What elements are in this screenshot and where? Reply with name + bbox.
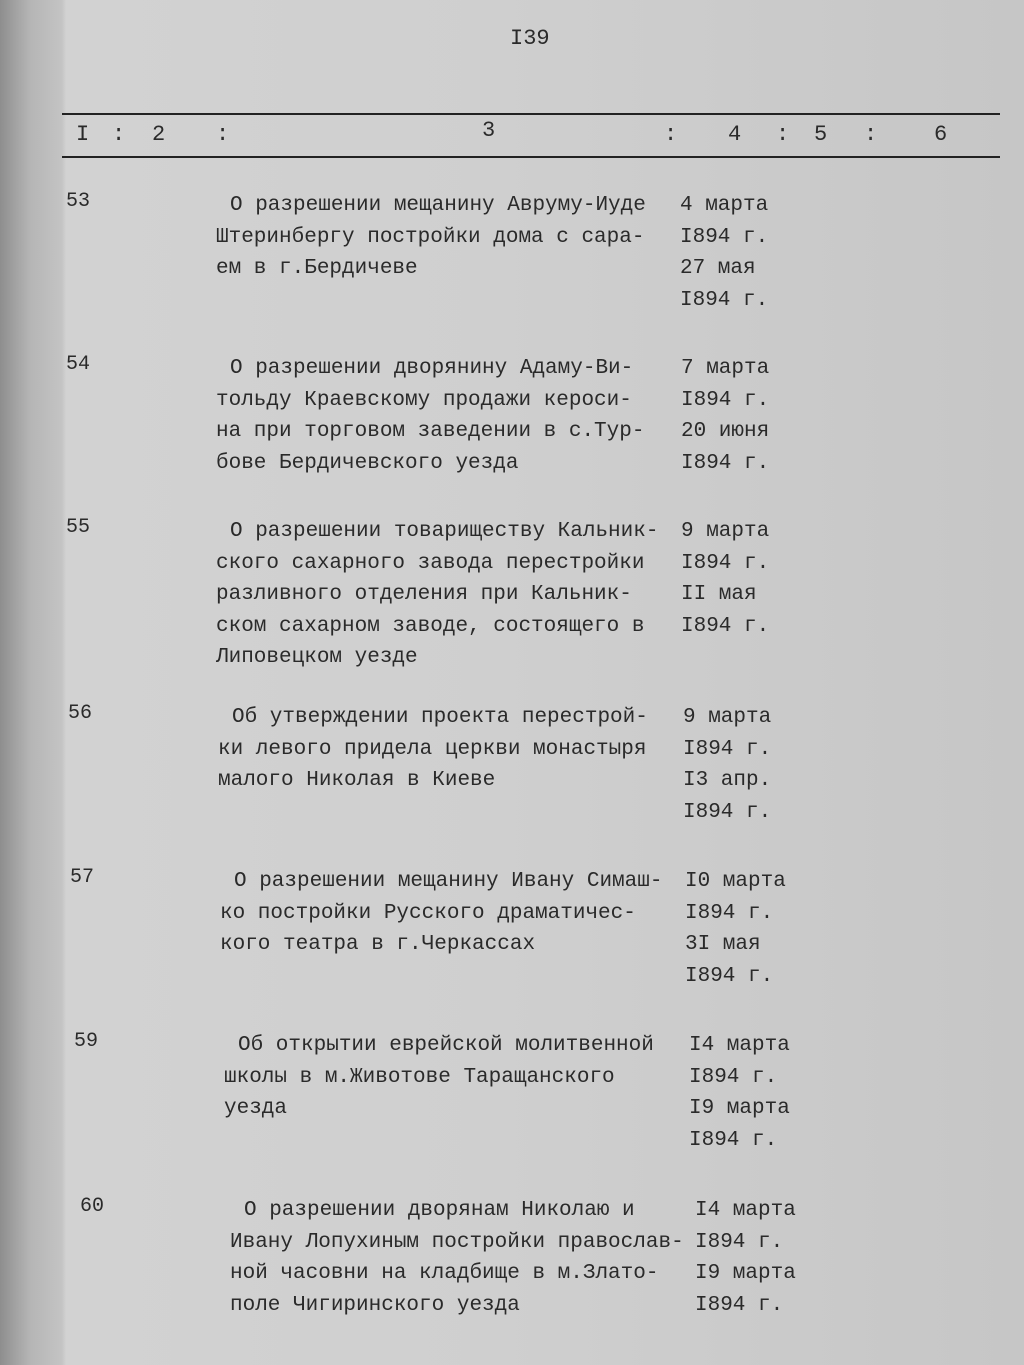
date-line: I894 г. [683,800,772,824]
date-line: I894 г. [680,288,769,312]
date-line: I4 марта [689,1034,790,1057]
entry-dates [695,1195,796,1321]
entry-dates [681,516,769,642]
date-line: 7 марта [681,357,770,380]
date-line: I4 марта [695,1199,796,1222]
description-line: О разрешении товариществу Кальник- [230,520,659,543]
description-line: тольду Краевскому продажи кероси- [216,388,632,412]
date-line: I894 г. [695,1293,784,1317]
description-line: на при торговом заведении в с.Тур- [216,420,645,443]
header-col-2: 2 [152,122,166,147]
entry-dates [683,702,771,828]
date-line: I894 г. [685,901,774,925]
entry-description [216,353,644,479]
description-line: ского сахарного завода перестройки [216,551,645,575]
description-line: ко постройки Русского драматичес- [220,901,636,925]
header-sep: : [112,122,126,147]
register-entry [68,702,968,862]
register-entry [66,516,966,676]
entry-description [216,516,658,674]
page-number: I39 [510,26,550,51]
header-sep: : [216,122,230,147]
date-line: I894 г. [681,551,770,575]
entry-description [224,1030,654,1125]
entry-dates [689,1030,790,1156]
register-entry [70,866,970,1026]
date-line: 20 июня [681,420,770,443]
description-line: О разрешении мещанину Авруму-Иуде [230,194,646,217]
header-sep: : [664,122,678,147]
description-line: О разрешении дворянам Николаю и [244,1199,635,1222]
date-line: 9 марта [683,706,772,729]
description-line: уезда [224,1097,288,1120]
date-line: I9 марта [695,1262,796,1285]
description-line: О разрешении дворянину Адаму-Ви- [230,357,634,380]
header-col-3: 3 [482,118,496,143]
date-line: 27 мая [680,257,756,280]
description-line: кого театра в г.Черкассах [220,933,536,956]
description-line: ем в г.Бердичеве [216,257,418,280]
description-line: малого Николая в Киеве [218,769,496,792]
entry-number: 59 [74,1030,99,1053]
date-line: I894 г. [681,451,770,475]
description-line: Липовецком уезде [216,646,418,669]
description-line: ной часовни на кладбище в м.Злато- [230,1262,659,1285]
description-line: Об открытии еврейской молитвенной [238,1034,654,1057]
date-line: I894 г. [681,614,770,638]
date-line: 9 марта [681,520,770,543]
entry-number: 56 [68,702,93,725]
date-line: II мая [681,583,757,606]
header-bottom-rule [62,156,1000,158]
register-entry [74,1030,974,1190]
date-line: I894 г. [683,737,772,761]
date-line: I9 марта [689,1097,790,1120]
date-line: I894 г. [695,1230,784,1254]
entry-number: 53 [66,190,91,213]
description-line: ки левого придела церкви монастыря [218,737,647,761]
description-line: ском сахарном заводе, состоящего в [216,614,645,638]
register-entry [80,1195,980,1355]
description-line: О разрешении мещанину Ивану Симаш- [234,870,663,893]
entry-description [216,190,646,285]
entry-dates [680,190,768,316]
date-line: I894 г. [680,225,769,249]
description-line: Об утверждении проекта перестрой- [232,706,648,729]
entry-dates [681,353,769,479]
header-col-1: I [76,122,90,147]
date-line: I3 апр. [683,769,772,792]
entry-number: 55 [66,516,91,539]
date-line: I894 г. [689,1065,778,1089]
date-line: 4 марта [680,194,769,217]
header-col-6: 6 [934,122,948,147]
description-line: Ивану Лопухиным постройки православ- [230,1230,684,1254]
description-line: поле Чигиринского уезда [230,1293,520,1317]
register-entry [66,190,966,350]
header-sep: : [864,122,878,147]
description-line: бове Бердичевского уезда [216,451,519,475]
entry-description [218,702,648,797]
date-line: I894 г. [685,964,774,988]
header-sep: : [776,122,790,147]
header-top-rule [62,113,1000,115]
date-line: 3I мая [685,933,761,956]
description-line: школы в м.Животове Таращанского [224,1065,615,1089]
date-line: I894 г. [689,1128,778,1152]
entry-number: 57 [70,866,95,889]
entry-number: 60 [80,1195,105,1218]
entry-description [230,1195,684,1321]
entry-description [220,866,662,961]
description-line: Штеринбергу постройки дома с сара- [216,225,645,249]
header-col-5: 5 [814,122,828,147]
description-line: разливного отделения при Кальник- [216,583,632,606]
header-col-4: 4 [728,122,742,147]
register-entry [66,353,966,513]
entry-dates [685,866,786,992]
date-line: I894 г. [681,388,770,412]
date-line: I0 марта [685,870,786,893]
entry-number: 54 [66,353,91,376]
